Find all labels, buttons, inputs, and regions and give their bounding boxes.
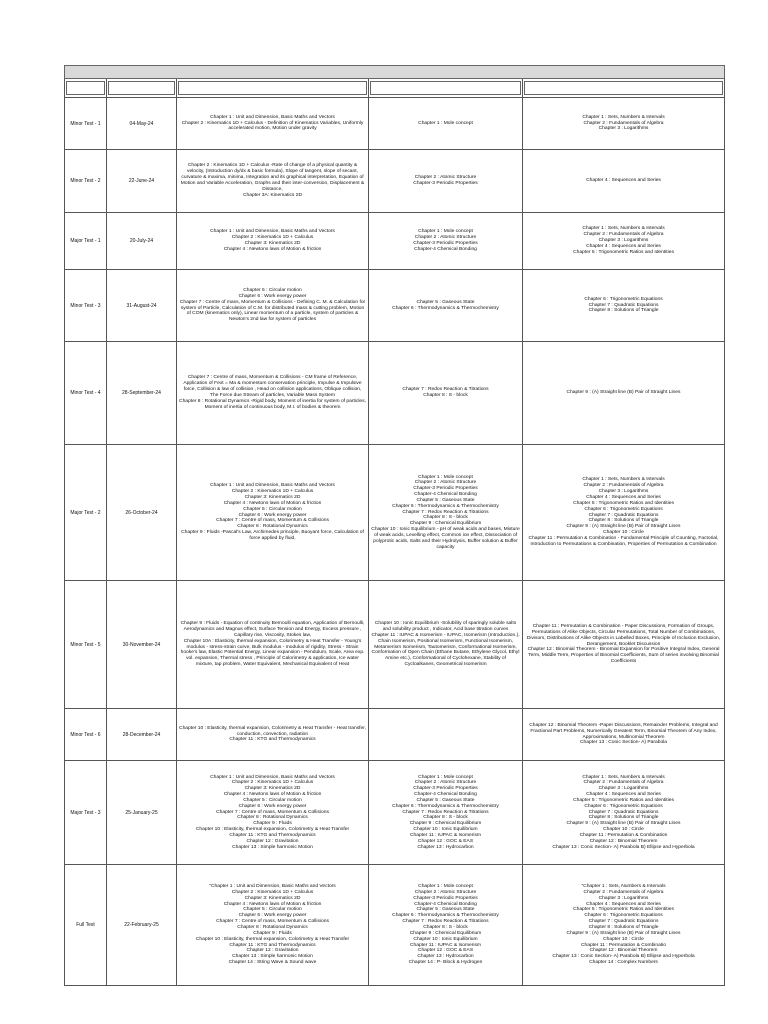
chemistry-syllabus-cell: [369, 213, 523, 270]
schedule-row: [65, 445, 725, 581]
syllabus-line: Chapter 6 : Work energy power: [238, 803, 307, 809]
syllabus-line: Chapter 7 : Redox Reaction & Titrations: [402, 509, 489, 515]
test-name-cell: Minor Test - 1: [65, 98, 107, 150]
syllabus-line: Chapter 8 : S - block: [423, 393, 468, 398]
physics-syllabus-cell: [177, 342, 369, 445]
maths-syllabus-cell: [523, 98, 725, 150]
test-name-cell: Minor Test - 5: [65, 581, 107, 709]
syllabus-line: Chapter 10 : Circle: [603, 530, 644, 536]
syllabus-line: Chapter 10 : Circle: [603, 827, 644, 833]
syllabus-line: Chapter 3 : Logarithms: [598, 786, 649, 792]
syllabus-line: Chapter 13 : Conic Section- A) Parabola B) Ellipse and Hyperbola: [552, 844, 695, 850]
schedule-row: [65, 150, 725, 213]
syllabus-line: Chapter 3 : Logarithms: [598, 895, 649, 901]
header-test-cell: [65, 79, 107, 98]
syllabus-line: Chapter 1 : Sets, Numbers & Intervals: [582, 477, 665, 483]
syllabus-line: Chapter-3 Periodic Properties: [413, 181, 478, 186]
physics-syllabus-cell: [177, 709, 369, 761]
test-name-cell: Minor Test - 2: [65, 150, 107, 213]
syllabus-line: Chapter 3: Kinematics 2D: [244, 241, 301, 246]
test-schedule-table: [64, 65, 725, 986]
header-row: [65, 79, 725, 98]
schedule-row: [65, 98, 725, 150]
syllabus-line: Chapter 5 : Gaseous State: [416, 907, 475, 913]
syllabus-line: Chapter 10A : Elasticity, thermal expansion, Colorimetry & Heat Transfer - Young's modulus - stress-strain curve, Bulk modulus - modulus of rigidity, Stress - Strain hooke's law, Elastic Potential Energy, Linear expansion - Pendulum, Scale, Area exp. vol. expansion, Thermal stress , Principle of Calorimetry & application, Ice water mixture, tap problem, Water Equivalent, Mechanical Equivalent of Heat: [180, 638, 365, 668]
test-date-cell: 22-February-25: [107, 865, 177, 986]
schedule-row: [65, 761, 725, 865]
title-row: [65, 66, 725, 79]
syllabus-line: Chapter 2 : Kinematics 1D + Calculus: [231, 489, 314, 495]
syllabus-line: Chapter 6 : Thermodynamics & Thermochemistry: [392, 305, 499, 311]
chemistry-syllabus-cell: [369, 865, 523, 986]
syllabus-line: Chapter 8 : S - block: [423, 515, 468, 521]
syllabus-line: Chapter 5 : Trigonometric Ratios and Identities: [573, 907, 674, 913]
syllabus-line: Chapter 6 : Trigonometric Equations: [584, 913, 663, 919]
syllabus-line: Chapter 1 : Mole concept: [418, 120, 473, 126]
syllabus-line: "Chapter 1 : Sets, Numbers & Intervals: [581, 884, 666, 890]
test-name-cell: Minor Test - 4: [65, 342, 107, 445]
syllabus-line: Chapter 10 : Elasticity, thermal expansion, Colorimetry & Heat Transfer: [195, 936, 350, 942]
syllabus-line: Chapter 12 : Binomial Theorem: [589, 948, 658, 954]
syllabus-line: Chapter-4 Chemical Bonding: [414, 246, 477, 252]
syllabus-line: Chapter-4 Chemical Bonding: [414, 792, 477, 798]
syllabus-line: Chapter 4 : Newtons laws of Motion & friction: [223, 500, 322, 506]
test-date-cell: 28-December-24: [107, 709, 177, 761]
syllabus-line: Chapter-3 Periodic Properties: [413, 895, 478, 901]
syllabus-line: Chapter 7 : Quadratic Equations: [588, 512, 659, 518]
maths-syllabus-cell: [523, 270, 725, 342]
syllabus-line: Chapter 7 : Quadratic Equations: [588, 809, 659, 815]
syllabus-line: Chapter 5 : Circular motion: [243, 287, 302, 293]
syllabus-line: Chapter 11 : IUPAC & Isomerism: [409, 832, 482, 838]
syllabus-line: Chapter 9 : (A) Straight line (B) Pair of Straight Lines: [566, 390, 681, 396]
syllabus-line: Chapter 13 : Conic Section- A) Parabola: [580, 740, 667, 746]
chemistry-syllabus-cell: [369, 98, 523, 150]
syllabus-line: Chapter 1 : Sets, Numbers & Intervals: [582, 774, 665, 780]
syllabus-line: Chapter 2 : Fundamentals of Algebra: [583, 483, 664, 489]
syllabus-line: Chapter 7 : Centre of mass, Momentum & Collisions - CM frame of Reference, Application of Fext = Ma & momentum conservation principle, Impulse & Impulsive force, Collision & law of collision , Head on collision applications, Oblique collision, The Force due Stream of particles, Variable Mass System: [183, 375, 362, 398]
chemistry-syllabus-cell: [369, 709, 523, 761]
physics-syllabus-cell: [177, 581, 369, 709]
physics-syllabus-cell: [177, 270, 369, 342]
syllabus-line: Chapter-3 Periodic Properties: [413, 786, 478, 792]
syllabus-line: Chapter 7 : Centre of mass, Momentum & Collisions - Defining C. M. & Calculation for system of Particle, Calculation of C.M. for distributed mass & cutting problem, Motion of COM (kinematics only), Linear momentum of a particle, system of particles & Newton's 2nd law for system of particles: [179, 299, 366, 323]
header-date-cell: [107, 79, 177, 98]
title-cell: [65, 66, 725, 79]
syllabus-line: Chapter 8 : Rotational Dynamics: [237, 815, 308, 821]
syllabus-line: Chapter 1 : Unit and Dimension, Basic Maths and Vectors: [210, 229, 335, 235]
syllabus-line: Chapter 11 : KTG and Thermodynamics: [229, 942, 316, 948]
test-name-cell: Major Test - 3: [65, 761, 107, 865]
syllabus-line: Chapter 1 : Mole concept: [418, 229, 473, 235]
syllabus-line: Chapter 11 : KTG and Thermodynamics: [229, 737, 316, 743]
syllabus-line: Chapter 12 : GOC & EAS: [417, 838, 474, 844]
syllabus-line: Chapter 6 : Trigonometric Equations: [584, 296, 663, 302]
test-date-cell: 31-August-24: [107, 270, 177, 342]
syllabus-line: Chapter 14 : Complex Numbers: [589, 960, 658, 966]
syllabus-line: Chapter 9 : (A) Straight line (B) Pair of Straight Lines: [566, 821, 681, 827]
syllabus-line: Chapter 9 : Chemical Equilibrium: [409, 521, 482, 527]
syllabus-line: Chapter 5 : Circular motion: [243, 506, 302, 512]
syllabus-line: "Chapter 1 : Unit and Dimension, Basic Maths and Vectors: [209, 884, 336, 890]
syllabus-line: Chapter 9 : (A) Straight line (B) Pair of Straight Lines: [566, 930, 681, 936]
syllabus-line: Chapter 6 : Thermodynamics & Thermochemistry: [392, 503, 499, 509]
syllabus-line: Chapter-4 Chemical Bonding: [414, 492, 477, 498]
syllabus-line: Chapter 2 : Atomic Structure: [414, 480, 477, 486]
schedule-row: [65, 581, 725, 709]
syllabus-line: Chapter 12 : Binomial Theorem: [589, 838, 658, 844]
test-date-cell: 30-November-24: [107, 581, 177, 709]
syllabus-line: Chapter 2 : Fundamentals of Algebra: [583, 232, 664, 238]
syllabus-line: Chapter 5 : Gaseous State: [416, 797, 475, 803]
syllabus-line: Chapter 6 : Work energy power: [238, 913, 307, 919]
syllabus-line: Chapter 8 : Solutions of Triangle: [588, 518, 659, 524]
syllabus-line: Chapter 4 : Sequences and Series: [586, 494, 661, 500]
syllabus-line: Chapter 9 : Chemical Equilibrium: [409, 821, 482, 827]
syllabus-line: Chapter 9 : Fluids - Equation of continuity Bernoulli equation, Application of Bernoulli, Aerodynamics and Magnus effect, Surface Tension and Energy, Excess pressure , Capillary rise, Viscosity, Stokes law,: [180, 621, 365, 638]
test-date-cell: 20-July-24: [107, 213, 177, 270]
syllabus-line: Chapter 7 : Quadratic Equations: [588, 919, 659, 925]
syllabus-line: Chapter 3 : Logarithms: [598, 126, 649, 132]
syllabus-line: Chapter 9 : Fluids: [253, 930, 292, 936]
syllabus-line: Chapter 5 : Gaseous State: [416, 299, 475, 305]
syllabus-line: Chapter 7 : Centre of mass, Momentum & Collisions: [216, 919, 329, 925]
physics-syllabus-cell: [177, 761, 369, 865]
syllabus-line: Chapter 2 : Kinematics 1D + Calculus -Rate of change of a physical quantity & velocity, (Introduction dy/dx & basic formula), Slope of tangent, slope of secant, curvature & maxima, minima, Integration and its graphical interpretation, Equation of Motion and Variable Acceleration, Graphs and their inter-conversion, Displacement & Distance,: [180, 163, 365, 192]
syllabus-line: Chapter-4 Chemical Bonding: [414, 901, 477, 907]
maths-syllabus-cell: [523, 709, 725, 761]
test-name-cell: Major Test - 2: [65, 445, 107, 581]
syllabus-line: Chapter 7 : Redox Reaction & Titrations: [402, 387, 489, 393]
syllabus-line: Chapter 4 : Sequences and Series: [586, 178, 661, 184]
syllabus-line: Chapter 9 : Fluids: [253, 821, 292, 827]
syllabus-line: Chapter 6 : Thermodynamics & Thermochemistry: [392, 803, 499, 809]
test-date-cell: 22-June-24: [107, 150, 177, 213]
syllabus-line: Chapter 5 : Trigonometric Ratios and Identities: [573, 500, 674, 506]
syllabus-line: Chapter 11 : KTG and Thermodynamics: [229, 832, 316, 838]
syllabus-line: Chapter 6 : Thermodynamics & Thermochemistry: [392, 913, 499, 919]
physics-syllabus-cell: [177, 150, 369, 213]
schedule-row: [65, 342, 725, 445]
syllabus-line: Chapter 12 : Gravitation: [246, 838, 299, 844]
syllabus-line: Chapter 11 : Permutation & Combinatio: [581, 942, 666, 948]
syllabus-line: Chapter 10 : Ionic Equilibrium: [413, 936, 478, 942]
syllabus-line: Chapter 4 : Newtons laws of Motion & friction: [223, 792, 322, 798]
syllabus-line: Chapter 2 : Atomic Structure: [414, 889, 477, 895]
syllabus-line: Chapter 6 : Work energy power: [238, 293, 307, 299]
syllabus-line: Chapter 14 : P- Block & Hydrogen: [408, 960, 483, 966]
syllabus-line: Chapter 10 : Ionic Equilibrium: [413, 827, 478, 833]
syllabus-line: Chapter 6 : Trigonometric Equations: [584, 506, 663, 512]
syllabus-line: Chapter 10 : Ionic Equilibrium - pH of weak acids and bases, Mixture of weak acids, Levelling effect, Common ion effect, Dissociation of polyprotic acids, Salts and their Hydrolysis, Buffer solution & Buffer capacity: [371, 527, 520, 550]
syllabus-line: Chapter 1 : Mole concept: [418, 774, 473, 780]
syllabus-line: Chapter 3: Kinematics 2D: [244, 494, 301, 500]
maths-syllabus-cell: [523, 581, 725, 709]
syllabus-line: Chapter 2 : Fundamentals of Algebra: [583, 120, 664, 126]
syllabus-line: Chapter 6 : Trigonometric Equations: [584, 803, 663, 809]
test-date-cell: 26-October-24: [107, 445, 177, 581]
syllabus-line: Chapter 2 : Kinematics 1D + Calculus: [231, 780, 314, 786]
test-name-cell: Minor Test - 3: [65, 270, 107, 342]
syllabus-line: Chapter 5 : Gaseous State: [416, 497, 475, 503]
syllabus-line: Chapter 12 : Binomial Theorem - Binomial Expansion for Positive Integral Index, General Term, Middle Term, Properties of Binomial Coefficients, Sum of series involving Binomial Coefficients: [527, 647, 720, 665]
chemistry-syllabus-cell: [369, 270, 523, 342]
syllabus-line: Chapter 13 : Hydrocarbon: [417, 844, 474, 850]
syllabus-line: Chapter 2 : Atomic Structure: [414, 175, 477, 181]
syllabus-line: Chapter 3A: Kinematics 2D: [243, 192, 302, 198]
test-date-cell: 04-May-24: [107, 98, 177, 150]
physics-syllabus-cell: [177, 213, 369, 270]
syllabus-line: Chapter 12 : GOC & EAS: [417, 948, 474, 954]
test-name-cell: Full Test: [65, 865, 107, 986]
syllabus-line: Chapter 1 : Unit and Dimension, Basic Maths and Vectors: [210, 483, 335, 489]
syllabus-line: Chapter 5 : Trigonometric Ratios and Identities: [573, 797, 674, 803]
chemistry-syllabus-cell: [369, 342, 523, 445]
syllabus-line: Chapter 13 : Conic Section- A) Parabola B) Ellipse and Hyperbola: [552, 954, 695, 960]
physics-syllabus-cell: [177, 445, 369, 581]
syllabus-line: Chapter 4 : Sequences and Series: [586, 243, 661, 249]
chemistry-syllabus-cell: [369, 761, 523, 865]
syllabus-line: Chapter 8 : Solutions of Triangle: [588, 308, 659, 314]
syllabus-line: Chapter 9 : Fluids -Pascal's Law, Archimedes principle, Buoyant force, Calculation of force applied by fluid,: [181, 530, 364, 541]
syllabus-line: Chapter 11 : IUPAC & Isomerism: [409, 942, 482, 948]
syllabus-line: Chapter 7 : Quadratic Equations: [588, 302, 659, 308]
syllabus-line: Chapter 13 : Hydrocarbon: [417, 954, 474, 960]
syllabus-line: Chapter 5 : Circular motion: [243, 907, 302, 913]
test-schedule-sheet: [64, 65, 724, 986]
syllabus-line: Chapter 6 : Work energy power: [238, 512, 307, 518]
syllabus-line: Chapter 11 : Permutation & Combination - Fundamental Principle of Counting, Factorial, Introduction to Permutations & Combination, Properties of Permutation & Combination: [528, 535, 719, 547]
maths-syllabus-cell: [523, 865, 725, 986]
maths-syllabus-cell: [523, 150, 725, 213]
maths-syllabus-cell: [523, 213, 725, 270]
syllabus-line: Chapter 2 : Fundamentals of Algebra: [583, 889, 664, 895]
syllabus-line: Chapter 8 : Rotational Dynamics -Rigid body, Moment of inertia for system of particles, Moment of inertia of continuous body, M.I. of bodies & theorem: [179, 398, 366, 410]
syllabus-line: Chapter 14 : String Wave & Sound wave: [228, 960, 317, 966]
test-name-cell: Minor Test - 6: [65, 709, 107, 761]
syllabus-line: Chapter 2 : Kinematics 1D + Calculus: [231, 235, 314, 241]
schedule-row: [65, 213, 725, 270]
physics-syllabus-cell: [177, 98, 369, 150]
chemistry-syllabus-cell: [369, 150, 523, 213]
syllabus-line: Chapter 4 : Sequences and Series: [586, 792, 661, 798]
syllabus-line: Chapter 1 : Mole concept: [418, 474, 473, 480]
syllabus-line: Chapter 7 : Centre of mass, Momentum & Collisions: [216, 809, 329, 815]
syllabus-line: Chapter 4 : Newtons laws of Motion & friction: [223, 246, 322, 252]
syllabus-line: Chapter 12 : Binomial Theorem -Paper Discussions, Remainder Problems, Integral and Fractional Part Problems, Numerically Greatest Term, Binomial Theorem of Any Index, Approximations, Multinomial Theorem: [529, 722, 718, 740]
syllabus-line: Chapter 3: Kinematics 2D: [244, 895, 301, 901]
maths-syllabus-cell: [523, 342, 725, 445]
chemistry-syllabus-cell: [369, 445, 523, 581]
syllabus-line: Chapter 12 : Gravitation: [246, 948, 299, 954]
syllabus-line: Chapter 2 : Atomic Structure: [414, 235, 477, 241]
syllabus-line: Chapter 13 : Simple harmonic Motion: [232, 844, 313, 850]
syllabus-line: Chapter 9 : Chemical Equilibrium: [409, 930, 482, 936]
schedule-row: [65, 270, 725, 342]
syllabus-line: Chapter 4 : Sequences and Series: [586, 901, 661, 907]
syllabus-line: Chapter 7 : Centre of mass, Momentum & Collisions: [216, 518, 329, 524]
syllabus-line: Chapter-3 Periodic Properties: [413, 241, 478, 246]
syllabus-line: Chapter 10 : Elasticity, thermal expansion, Colorimetry & Heat Transfer - Heat transfer, conduction, convection, radiation: [179, 725, 366, 737]
syllabus-line: Chapter 10 : Circle: [603, 936, 644, 942]
syllabus-line: Chapter 1 : Sets, Numbers & Intervals: [582, 226, 665, 232]
syllabus-line: Chapter 7 : Redox Reaction & Titrations: [402, 919, 489, 925]
syllabus-line: Chapter-3 Periodic Properties: [413, 486, 478, 492]
syllabus-line: Chapter 5 : Circular motion: [243, 797, 302, 803]
test-name-cell: Major Test - 1: [65, 213, 107, 270]
syllabus-line: Chapter 1 : Unit and Dimension, Basic Maths and Vectors: [210, 774, 335, 780]
syllabus-line: Chapter 8 : Solutions of Triangle: [588, 925, 659, 930]
syllabus-line: Chapter 8 : S - block: [423, 815, 468, 821]
schedule-row: [65, 709, 725, 761]
syllabus-line: Chapter 3 : Logarithms: [598, 489, 649, 495]
schedule-row: [65, 865, 725, 986]
syllabus-line: Chapter 3 : Logarithms: [598, 238, 649, 244]
syllabus-line: Chapter 3: Kinematics 2D: [244, 786, 301, 792]
syllabus-line: Chapter 11 : Permutation & Combination: [579, 832, 668, 838]
syllabus-line: Chapter 11 : Permutation & Combination - Paper Discussions, Formation of Groups, Permutations of Alike Objects, Circular Permutations, Total Number of Combinations, Divisors, Distributions of Alike Objects in Labelled Boxes, Principle of Inclusion Exclusion, Derangement, Booklet Discussion: [526, 624, 721, 647]
syllabus-line: Chapter 11 : IUPAC & Isomerism - IUPAC, Isomerism (Introduction.), Chain Isomerism, Positional Isomerism, Functional Isomerism, Metamerism Isomerism, Tautomerism, Conformational Isomerism, Conformation of Open Chain (Ethane Butane, Ethylene Glycol, Ethyl Amine etc.), Conformational of Cyclohexane, Stability of Cycloalkanes, Geometrical Isomerism: [371, 632, 520, 668]
maths-syllabus-cell: [523, 445, 725, 581]
syllabus-line: Chapter 1 : Sets, Numbers & Intervals: [582, 114, 665, 120]
syllabus-line: Chapter 2 : Kinematics 1D + Calculus - Definition of Kinematics Variables, Uniformly accelerated motion, Motion under gravity: [181, 120, 364, 132]
syllabus-line: Chapter 10 : Ionic Equilibrium -Solubility of sparingly soluble salts and solubility product , Indicator, Acid base titration curves: [374, 621, 517, 632]
header-maths-cell: [523, 79, 725, 98]
syllabus-line: Chapter 8 : S - block: [423, 925, 468, 930]
physics-syllabus-cell: [177, 865, 369, 986]
syllabus-line: Chapter 8 : Solutions of Triangle: [588, 815, 659, 821]
syllabus-line: Chapter 10 : Elasticity, thermal expansion, Colorimetry & Heat Transfer: [195, 827, 350, 833]
syllabus-line: Chapter 2 : Kinematics 1D + Calculus: [231, 889, 314, 895]
syllabus-line: Chapter 2 : Fundamentals of Algebra: [583, 780, 664, 786]
test-date-cell: 28-September-24: [107, 342, 177, 445]
syllabus-line: Chapter 5 : Trigonometric Ratios and Identities: [573, 249, 674, 255]
syllabus-line: Chapter 13 : Simple harmonic Motion: [232, 954, 313, 960]
test-date-cell: 25-January-25: [107, 761, 177, 865]
syllabus-line: Chapter 2 : Atomic Structure: [414, 780, 477, 786]
syllabus-line: Chapter 1 : Unit and Dimension, Basic Maths and Vectors: [210, 114, 335, 120]
header-physics-cell: [177, 79, 369, 98]
maths-syllabus-cell: [523, 761, 725, 865]
chemistry-syllabus-cell: [369, 581, 523, 709]
syllabus-line: Chapter 9 : (A) Straight line (B) Pair of Straight Lines: [566, 524, 681, 530]
syllabus-line: Chapter 4 : Newtons laws of Motion & friction: [223, 901, 322, 907]
syllabus-line: Chapter 7 : Redox Reaction & Titrations: [402, 809, 489, 815]
header-chemistry-cell: [369, 79, 523, 98]
syllabus-line: Chapter 1 : Mole concept: [418, 884, 473, 890]
syllabus-line: Chapter 8 : Rotational Dynamics: [237, 524, 308, 530]
syllabus-line: Chapter 8 : Rotational Dynamics: [237, 925, 308, 930]
